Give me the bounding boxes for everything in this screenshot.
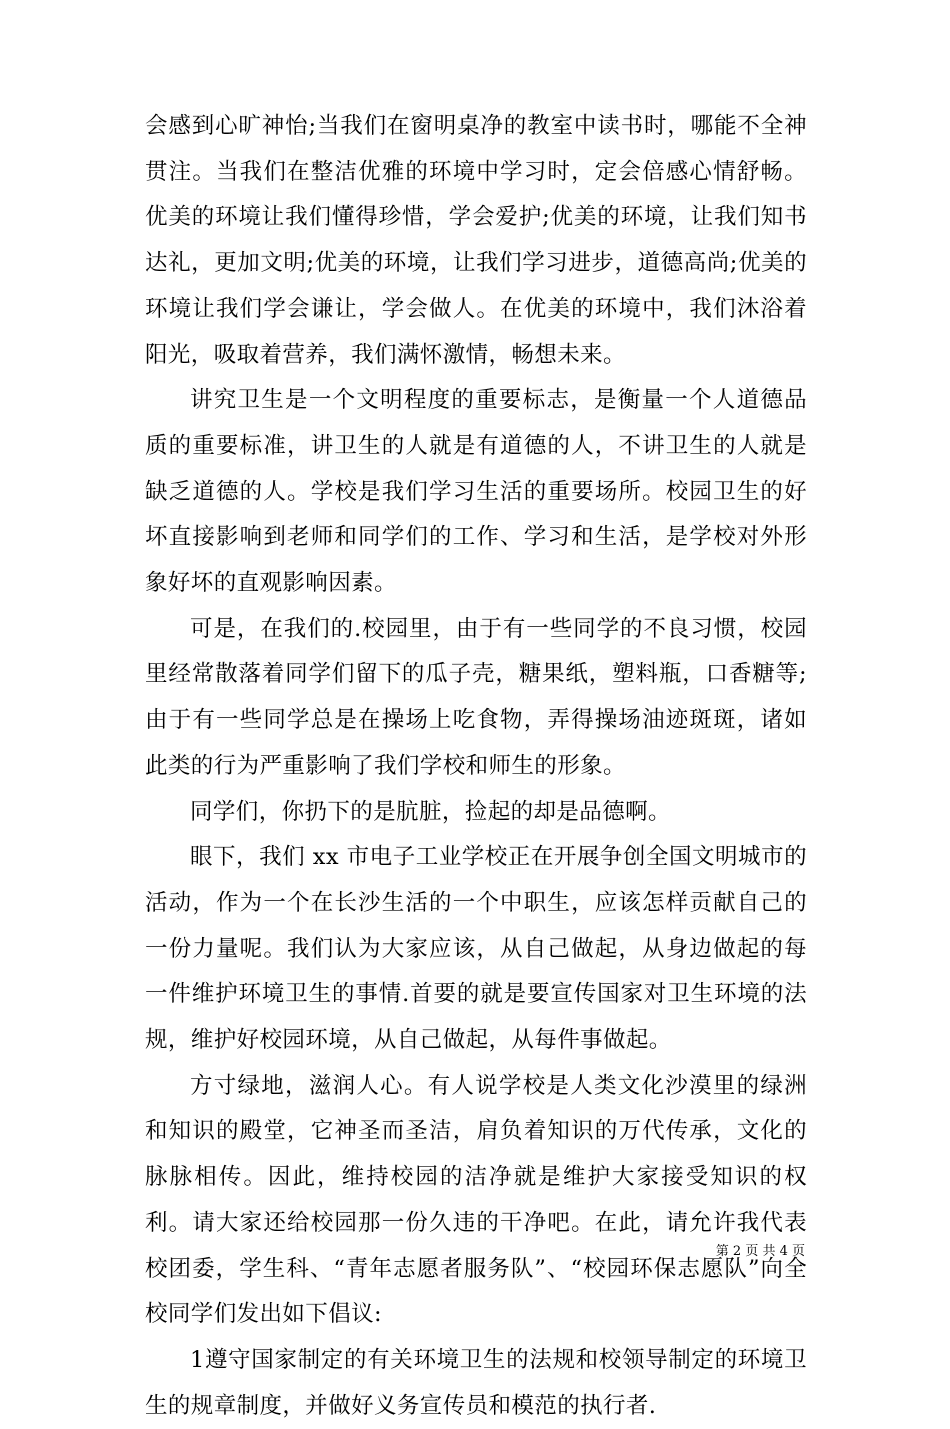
paragraph: 会感到心旷神怡;当我们在窗明桌净的教室中读书时，哪能不全神贯注。当我们在整洁优雅的环境中学习时，定会倍感心情舒畅。优美的环境让我们懂得珍惜，学会爱护;优美的环境，让我们知书达礼，更加文明;优美的环境，让我们学习进步，道德高尚;优美的环境让我们学会谦让，学会做人。在优美的环境中，我们沐浴着阳光，吸取着营养，我们满怀激情，畅想未来。 [145, 113, 807, 368]
paragraph: 方寸绿地，滋润人心。有人说学校是人类文化沙漠里的绿洲和知识的殿堂，它神圣而圣洁，肩负着知识的万代传承，文化的脉脉相传。因此，维持校园的洁净就是维护大家接受知识的权利。请大家还给校园那一份久违的干净吧。在此，请允许我代表校团委，学生科、“青年志愿者服务队”、“校园环保志愿队”向全校同学们发出如下倡议: [145, 1072, 807, 1328]
paragraph: 讲究卫生是一个文明程度的重要标志，是衡量一个人道德品质的重要标准，讲卫生的人就是有道德的人，不讲卫生的人就是缺乏道德的人。学校是我们学习生活的重要场所。校园卫生的好坏直接影响到老师和同学们的工作、学习和生活，是学校对外形象好坏的直观影响因素。 [145, 387, 807, 597]
paragraph: 可是，在我们的.校园里，由于有一些同学的不良习惯，校园里经常散落着同学们留下的瓜子壳，糖果纸，塑料瓶，口香糖等;由于有一些同学总是在操场上吃食物，弄得操场油迹斑斑，诸如此类的行为严重影响了我们学校和师生的形象。 [145, 615, 807, 779]
page-number: 第 2 页 共 4 页 [715, 1244, 805, 1259]
paragraph: 眼下，我们 xx 市电子工业学校正在开展争创全国文明城市的活动，作为一个在长沙生活的一个中职生，应该怎样贡献自己的一份力量呢。我们认为大家应该，从自己做起，从身边做起的每一件维护环境卫生的事情.首要的就是要宣传国家对卫生环境的法规，维护好校园环境，从自己做起，从每件事做起。 [145, 844, 807, 1054]
paragraph: 1遵守国家制定的有关环境卫生的法规和校领导制定的环境卫生的规章制度，并做好义务宣传员和模范的执行者. [145, 1346, 807, 1419]
document-body [145, 104, 807, 1429]
paragraph: 同学们，你扔下的是肮脏，捡起的却是品德啊。 [190, 798, 671, 825]
